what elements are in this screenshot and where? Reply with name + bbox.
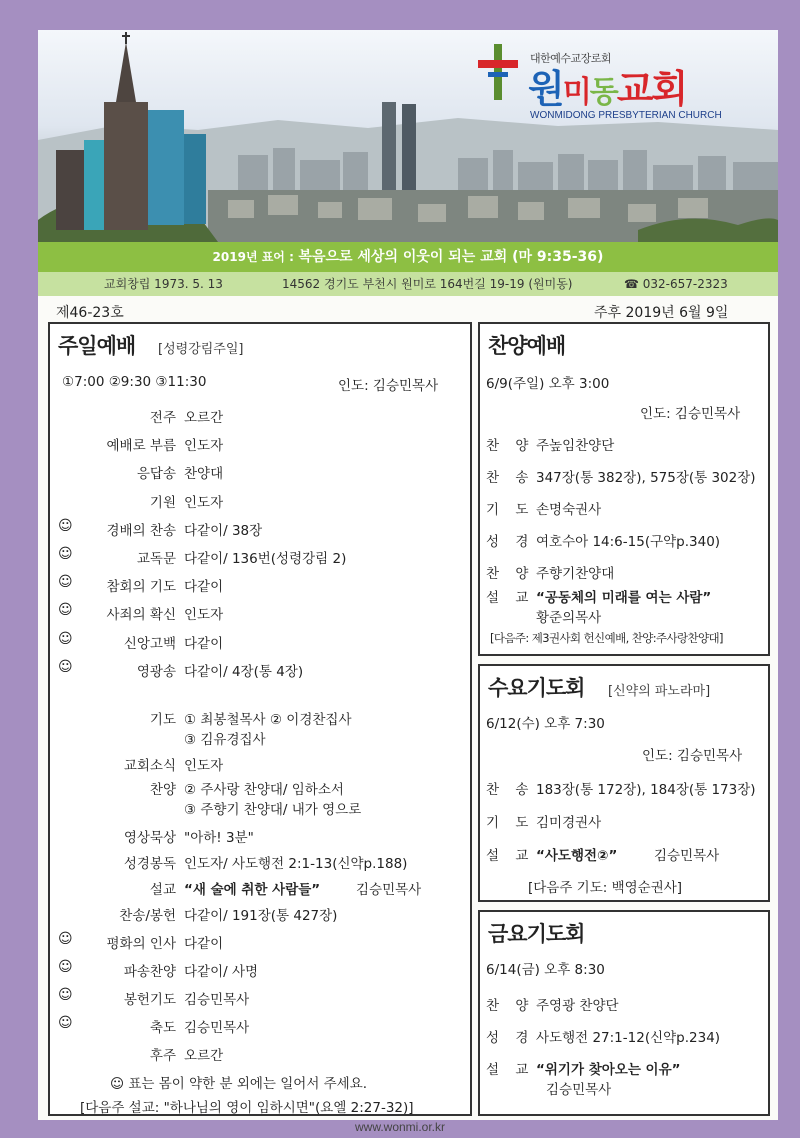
row-label: 성 경 — [486, 1030, 535, 1046]
smile-icon: ☺ — [58, 630, 73, 647]
next-sermon: [다음주 설교: "하나님의 영이 임하시면"(요엘 2:27-32)] — [80, 1100, 414, 1116]
order-label: 전주 — [149, 410, 176, 426]
order-value: 인도자 — [184, 494, 224, 511]
smile-icon: ☺ — [58, 574, 73, 591]
smile-icon: ☺ — [58, 931, 73, 947]
prayer-label: 기도 — [149, 712, 176, 728]
order-label: 영광송 — [136, 663, 176, 680]
praise-sermon-title: “공동체의 미래를 여는 사람” — [536, 590, 712, 606]
order-label: 축도 — [149, 1020, 176, 1036]
friday-sermon-preacher: 김승민목사 — [546, 1082, 612, 1098]
motto-text: 복음으로 세상의 이웃이 되는 교회 (마 9:35-36) — [298, 249, 604, 265]
order-label: 교독문 — [136, 551, 176, 567]
praise-next: [다음주: 제3권사회 헌신예배, 찬양:주사랑찬양대] — [490, 631, 723, 645]
reading-value: 인도자/ 사도행전 2:1-13(신약p.188) — [184, 856, 408, 872]
row-value: 사도행전 27:1-12(신약p.234) — [536, 1030, 721, 1046]
order-label: 참회의 기도 — [106, 579, 176, 596]
church-logo — [478, 44, 768, 134]
sermon-title: “새 술에 취한 사람들” — [184, 882, 321, 898]
order-value: 찬양대 — [184, 466, 224, 483]
wednesday-title: 수요기도회 — [488, 676, 585, 700]
news-label: 교회소식 — [123, 758, 176, 774]
row-value: 183장(통 172장), 184장(통 173장) — [536, 782, 756, 798]
row-value: 주향기찬양대 — [536, 566, 615, 582]
wednesday-subtitle: [신약의 파노라마] — [608, 684, 711, 699]
video-label: 영상묵상 — [123, 830, 176, 846]
order-label: 기원 — [149, 494, 176, 511]
bulletin-page — [38, 30, 778, 1120]
sunday-worship-box — [48, 322, 472, 1116]
praise-title: 찬양예배 — [488, 334, 566, 358]
row-label: 찬 송 — [486, 470, 535, 486]
order-label: 봉헌기도 — [123, 992, 176, 1008]
order-value: 다같이/ 38장 — [184, 522, 263, 539]
order-label: 사죄의 확신 — [106, 607, 176, 624]
order-label: 응답송 — [136, 466, 176, 483]
wednesday-box — [478, 664, 770, 902]
sermon-label: 설교 — [149, 882, 176, 898]
order-value: 인도자 — [184, 607, 224, 624]
cross-logo-icon — [478, 44, 518, 100]
reading-label: 성경봉독 — [123, 856, 176, 872]
friday-title: 금요기도회 — [488, 922, 585, 946]
order-value: 오르간 — [184, 1048, 224, 1064]
row-value: 347장(통 382장), 575장(통 302장) — [536, 470, 756, 486]
anthem-line-1: ② 주사랑 찬양대/ 임하소서 — [184, 782, 344, 798]
order-value: 다같이 — [184, 936, 224, 952]
info-bar — [38, 272, 778, 296]
order-value: 인도자 — [184, 438, 224, 455]
row-label: 성 경 — [486, 534, 535, 550]
row-label: 찬 양 — [486, 566, 535, 582]
order-value: 다같이/ 136번(성령강림 2) — [184, 551, 347, 567]
anthem-label: 찬양 — [149, 782, 176, 798]
sunday-subtitle: [성령강림주일] — [158, 342, 244, 357]
anthem-line-2: ③ 주향기 찬양대/ 내가 영으로 — [184, 802, 362, 818]
friday-box — [478, 910, 770, 1116]
smile-icon: ☺ — [58, 546, 73, 562]
row-label: 찬 송 — [486, 782, 535, 798]
order-value: 다같이/ 4장(통 4장) — [184, 663, 304, 680]
founded-date: 교회창립 1973. 5. 13 — [104, 277, 223, 291]
prayer-line-2: ③ 김유경집사 — [184, 732, 266, 748]
issue-number: 제46-23호 — [56, 305, 124, 321]
praise-worship-box — [478, 322, 770, 656]
prayer-line-1: ① 최봉철목사 ② 이경찬집사 — [184, 712, 352, 728]
praise-time: 6/9(주일) 오후 3:00 — [486, 376, 610, 392]
row-value: 주영광 찬양단 — [536, 998, 619, 1014]
standing-note: ☺ 표는 몸이 약한 분 외에는 일어서 주세요. — [110, 1076, 368, 1092]
website-url[interactable]: www.wonmi.or.kr — [354, 1120, 446, 1134]
wednesday-next: [다음주 기도: 백영순권사] — [528, 880, 683, 896]
row-label: 기 도 — [486, 502, 535, 518]
sunday-title: 주일예배 — [58, 334, 136, 358]
wednesday-sermon-preacher: 김승민목사 — [654, 848, 720, 864]
smile-icon: ☺ — [58, 517, 73, 534]
phone: ☎ 032-657-2323 — [624, 277, 728, 291]
order-label: 파송찬양 — [123, 964, 176, 980]
friday-sermon-title: “위기가 찾아오는 이유” — [536, 1062, 681, 1078]
church-name-english: WONMIDONG PRESBYTERIAN CHURCH — [530, 110, 722, 121]
wednesday-sermon-label: 설 교 — [486, 848, 535, 864]
order-value: 다같이 — [184, 635, 224, 652]
order-value: 오르간 — [184, 410, 224, 426]
smile-icon: ☺ — [58, 602, 73, 619]
video-value: "아하! 3분" — [184, 830, 254, 846]
order-value: 김승민목사 — [184, 1020, 250, 1036]
order-label: 예배로 부름 — [106, 438, 176, 455]
row-value: 주높임찬양단 — [536, 438, 615, 454]
row-label: 찬 양 — [486, 438, 535, 454]
wednesday-sermon-title: “사도행전②” — [536, 848, 618, 864]
order-label: 평화의 인사 — [106, 936, 176, 952]
praise-sermon-preacher: 황준의목사 — [536, 610, 602, 626]
row-label: 기 도 — [486, 815, 535, 831]
issue-date: 주후 2019년 6월 9일 — [594, 305, 729, 321]
order-value: 김승민목사 — [184, 992, 250, 1008]
row-label: 찬 양 — [486, 998, 535, 1014]
praise-leader: 인도: 김승민목사 — [640, 406, 741, 422]
smile-icon: ☺ — [58, 987, 73, 1003]
order-label: 경배의 찬송 — [106, 522, 176, 539]
row-value: 김미경권사 — [536, 815, 602, 831]
order-label: 신앙고백 — [123, 635, 176, 652]
smile-icon: ☺ — [58, 959, 73, 975]
sunday-leader: 인도: 김승민목사 — [338, 378, 439, 394]
order-value: 다같이 — [184, 579, 224, 596]
smile-icon: ☺ — [58, 1015, 73, 1031]
order-value: 다같이/ 191장(통 427장) — [184, 908, 338, 924]
issue-row — [38, 302, 778, 324]
news-value: 인도자 — [184, 758, 224, 774]
friday-time: 6/14(금) 오후 8:30 — [486, 962, 605, 978]
row-value: 여호수아 14:6-15(구약p.340) — [536, 534, 721, 550]
wednesday-leader: 인도: 김승민목사 — [642, 748, 743, 764]
order-label: 후주 — [149, 1048, 176, 1064]
order-label: 찬송/봉헌 — [119, 908, 176, 924]
smile-icon: ☺ — [58, 658, 73, 675]
praise-sermon-label: 설 교 — [486, 590, 535, 606]
motto-banner — [38, 242, 778, 272]
motto-label: 2019년 표어 : — [212, 250, 294, 264]
row-value: 손명숙권사 — [536, 502, 602, 518]
sermon-preacher: 김승민목사 — [356, 882, 422, 898]
service-times: ①7:00 ②9:30 ③11:30 — [62, 374, 207, 390]
friday-sermon-label: 설 교 — [486, 1062, 535, 1078]
order-value: 다같이/ 사명 — [184, 964, 259, 980]
church-name: 원미동교회 — [528, 67, 687, 111]
church-photo — [38, 30, 778, 242]
wednesday-time: 6/12(수) 오후 7:30 — [486, 716, 605, 732]
denomination-label: 대한예수교장로회 — [530, 52, 612, 65]
address: 14562 경기도 부천시 원미로 164번길 19-19 (원미동) — [282, 277, 573, 291]
